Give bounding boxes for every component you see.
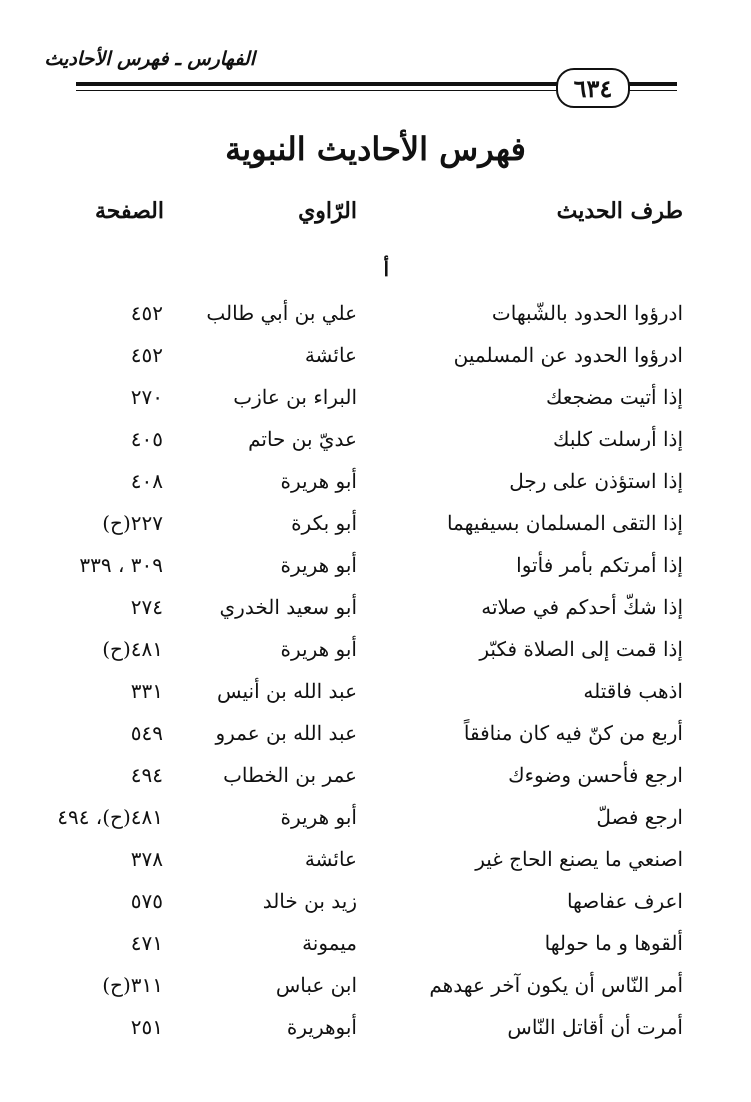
page-cell: ٥٤٩ [130,721,163,745]
table-row [0,966,751,1008]
hadith-cell: أربع من كنّ فيه كان منافقاً [463,721,683,745]
narrator-cell: أبو سعيد الخدري [219,595,357,619]
hadith-cell: إذا استؤذن على رجل [509,469,683,493]
narrator-cell: أبو هريرة [280,553,357,577]
table-row [0,336,751,378]
index-title: فهرس الأحاديث النبوية [225,130,526,168]
page-cell: ٢٥١ [130,1015,163,1039]
column-header-narrator: الرّاوي [298,198,357,224]
narrator-cell: علي بن أبي طالب [206,301,357,325]
narrator-cell: عمر بن الخطاب [223,763,357,787]
table-row [0,420,751,462]
table-row [0,588,751,630]
column-header-hadith: طرف الحديث [556,198,683,224]
table-row [0,924,751,966]
section-letter: أ [383,257,389,281]
page-cell: ٤٠٥ [130,427,163,451]
table-row [0,504,751,546]
page-cell: ٢٧٠ [130,385,163,409]
page-cell: ٢٢٧(ح) [102,511,163,535]
narrator-cell: عديّ بن حاتم [248,427,357,451]
hadith-cell: اصنعي ما يصنع الحاج غير [475,847,683,871]
narrator-cell: عائشة [304,343,357,367]
page-cell: ٥٧٥ [130,889,163,913]
hadith-cell: إذا أرسلت كلبك [553,427,683,451]
running-header: الفهارس ـ فهرس الأحاديث [44,48,255,70]
narrator-cell: ابن عباس [275,973,357,997]
hadith-cell: ادرؤوا الحدود بالشّبهات [491,301,683,325]
narrator-cell: البراء بن عازب [233,385,357,409]
page-cell: ٣٠٩ ، ٣٣٩ [79,553,163,577]
narrator-cell: أبوهريرة [286,1015,357,1039]
narrator-cell: ميمونة [302,931,357,955]
page-cell: ٣٣١ [130,679,163,703]
table-row [0,798,751,840]
hadith-cell: ارجع فأحسن وضوءك [508,763,683,787]
page-cell: ٣١١(ح) [102,973,163,997]
narrator-cell: أبو بكرة [291,511,357,535]
index-table [0,294,751,1050]
narrator-cell: أبو هريرة [280,637,357,661]
hadith-cell: أمر النّاس أن يكون آخر عهدهم [429,973,683,997]
page-number: ٦٣٤ [556,68,630,108]
table-row [0,462,751,504]
page-cell: ٤٥٢ [130,343,163,367]
hadith-cell: إذا التقى المسلمان بسيفيهما [446,511,683,535]
hadith-cell: إذا شكّ أحدكم في صلاته [481,595,683,619]
hadith-cell: ادرؤوا الحدود عن المسلمين [453,343,683,367]
narrator-cell: أبو هريرة [280,469,357,493]
narrator-cell: عبد الله بن عمرو [215,721,357,745]
hadith-cell: إذا قمت إلى الصلاة فكبّر [479,637,683,661]
page-cell: ٤٨١(ح) [102,637,163,661]
narrator-cell: زيد بن خالد [262,889,357,913]
table-row [0,1008,751,1050]
hadith-cell: إذا أتيت مضجعك [545,385,683,409]
table-row [0,630,751,672]
table-row [0,882,751,924]
hadith-cell: أمرت أن أقاتل النّاس [507,1015,683,1039]
table-row [0,672,751,714]
hadith-cell: ألقوها و ما حولها [544,931,683,955]
table-row [0,378,751,420]
narrator-cell: عبد الله بن أنيس [217,679,357,703]
page-cell: ٤٨١(ح)، ٤٩٤ [57,805,163,829]
table-row [0,714,751,756]
page-cell: ٤٧١ [130,931,163,955]
hadith-cell: اذهب فاقتله [583,679,683,703]
page-cell: ٣٧٨ [130,847,163,871]
page-cell: ٢٧٤ [130,595,163,619]
page-cell: ٤٩٤ [130,763,163,787]
page-cell: ٤٠٨ [130,469,163,493]
table-row [0,756,751,798]
column-header-page: الصفحة [94,198,164,224]
table-row [0,840,751,882]
narrator-cell: أبو هريرة [280,805,357,829]
narrator-cell: عائشة [304,847,357,871]
page-cell: ٤٥٢ [130,301,163,325]
hadith-cell: إذا أمرتكم بأمر فأتوا [516,553,683,577]
hadith-cell: ارجع فصلّ [596,805,683,829]
hadith-cell: اعرف عفاصها [566,889,683,913]
table-row [0,546,751,588]
table-row [0,294,751,336]
